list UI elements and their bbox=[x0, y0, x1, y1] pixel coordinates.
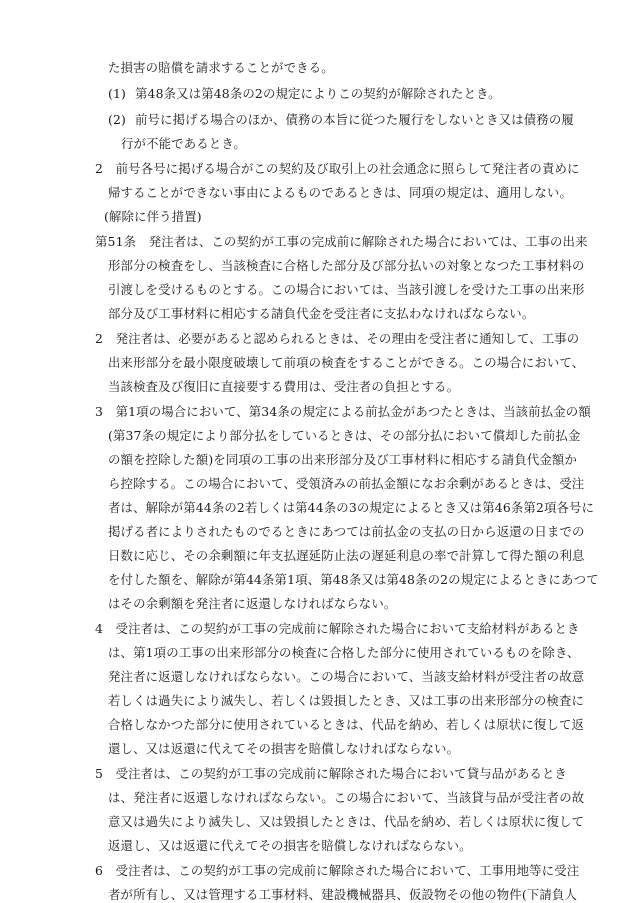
item-2-text: 前号に掲げる場合のほか、債務の本旨に従つた履行をしないとき又は債務の履 bbox=[135, 112, 574, 127]
para2-line1: 2 前号各号に掲げる場合がこの契約及び取引上の社会通念に照らして発注者の責めに bbox=[95, 161, 580, 176]
item-2-text-cont: 行が不能であるとき。 bbox=[121, 136, 246, 151]
article51-p5-line: は、発注者に返還しなければならない。この場合において、当該貸与品が受注者の故 bbox=[108, 790, 585, 805]
article51-p6-line: 者が所有し、又は管理する工事材料、建設機械器具、仮設物その他の物件(下請負人 bbox=[108, 887, 577, 902]
item-2-label: (2) bbox=[108, 112, 127, 127]
article51-p3-line: 3 第1項の場合において、第34条の規定による前払金があつたときは、当該前払金の額 bbox=[95, 404, 591, 419]
article51-p4-line: は、第1項の工事の出来形部分の検査に合格した部分に使用されているものを除き、 bbox=[108, 645, 580, 660]
carryover-text: た損害の賠償を請求することができる。 bbox=[108, 60, 334, 75]
article51-p2-line: 出来形部分を最小限度破壊して前項の検査をすることができる。この場合において、 bbox=[108, 355, 585, 370]
article51-p1-line: 形部分の検査をし、当該検査に合格した部分及び部分払いの対象となつた工事材料の bbox=[108, 258, 585, 273]
item-1-label: (1) bbox=[108, 86, 127, 101]
article51-p3-line: 掲げる者によりされたものでるときにあつては前払金の支払の日から返還の日までの bbox=[108, 524, 585, 539]
article51-p2-line: 当該検査及び復旧に直接要する費用は、受注者の負担とする。 bbox=[108, 379, 460, 394]
article51-p6-line: 6 受注者は、この契約が工事の完成前に解除された場合において、工事用地等に受注 bbox=[95, 863, 580, 878]
article51-p4-line: 若しくは過失により滅失し、若しくは毀損したとき、又は工事の出来形部分の検査に bbox=[108, 693, 585, 708]
article51-p3-line: 日数に応じ、その余剰額に年支払遅延防止法の遅延利息の率で計算して得た額の利息 bbox=[108, 548, 585, 563]
article51-p3-line: 者は、解除が第44条の2若しくは第44条の3の規定によるとき又は第46条第2項各号に bbox=[108, 500, 595, 515]
article51-p2-line: 2 発注者は、必要があると認められるときは、その理由を受注者に通知して、工事の bbox=[95, 331, 580, 346]
article51-p4-line: 4 受注者は、この契約が工事の完成前に解除された場合において支給材料があるとき bbox=[95, 621, 580, 636]
article51-p4-line: 合格しなかつた部分に使用されているときは、代品を納め、若しくは原状に復して返 bbox=[108, 717, 585, 732]
article51-p3-line: ら控除する。この場合において、受領済みの前払金額になお余剰があるときは、受注 bbox=[108, 476, 585, 491]
item-1-text: 第48条又は第48条の2の規定によりこの契約が解除されたとき。 bbox=[135, 86, 501, 101]
para2-line2: 帰することができない事由によるものであるときは、同項の規定は、適用しない。 bbox=[108, 185, 573, 200]
article51-p5-line: 5 受注者は、この契約が工事の完成前に解除された場合において貸与品があるとき bbox=[95, 766, 568, 781]
article51-p3-line: (第37条の規定により部分払をしているときは、その部分払において償却した前払金 bbox=[108, 428, 581, 443]
article51-p1-line: 部分及び工事材料に相応する請負代金を受注者に支払わなければならない。 bbox=[108, 306, 535, 321]
article51-p5-line: 返還し、又は返還に代えてその損害を賠償しなければならない。 bbox=[108, 838, 472, 853]
article51-p5-line: 意又は過失により滅失し、又は毀損したときは、代品を納め、若しくは原状に復して bbox=[108, 814, 585, 829]
section-heading: (解除に伴う措置) bbox=[104, 209, 202, 224]
article51-p3-line: はその余剰額を発注者に返還しなければならない。 bbox=[108, 596, 397, 611]
article51-p3-line: の額を控除した額)を同項の工事の出来形部分及び工事材料に相応する請負代金額か bbox=[108, 452, 577, 467]
article51-p1-line: 第51条 発注者は、この契約が工事の完成前に解除された場合においては、工事の出来 bbox=[95, 234, 588, 249]
article51-p4-line: 還し、又は返還に代えてその損害を賠償しなければならない。 bbox=[108, 741, 460, 756]
article51-p1-line: 引渡しを受けるものとする。この場合においては、当該引渡しを受けた工事の出来形 bbox=[108, 282, 585, 297]
article51-p3-line: を付した額を、解除が第44条第1項、第48条又は第48条の2の規定によるときにあつて bbox=[108, 572, 599, 587]
article51-p4-line: 発注者に返還しなければならない。この場合において、当該支給材料が受注者の故意 bbox=[108, 669, 585, 684]
